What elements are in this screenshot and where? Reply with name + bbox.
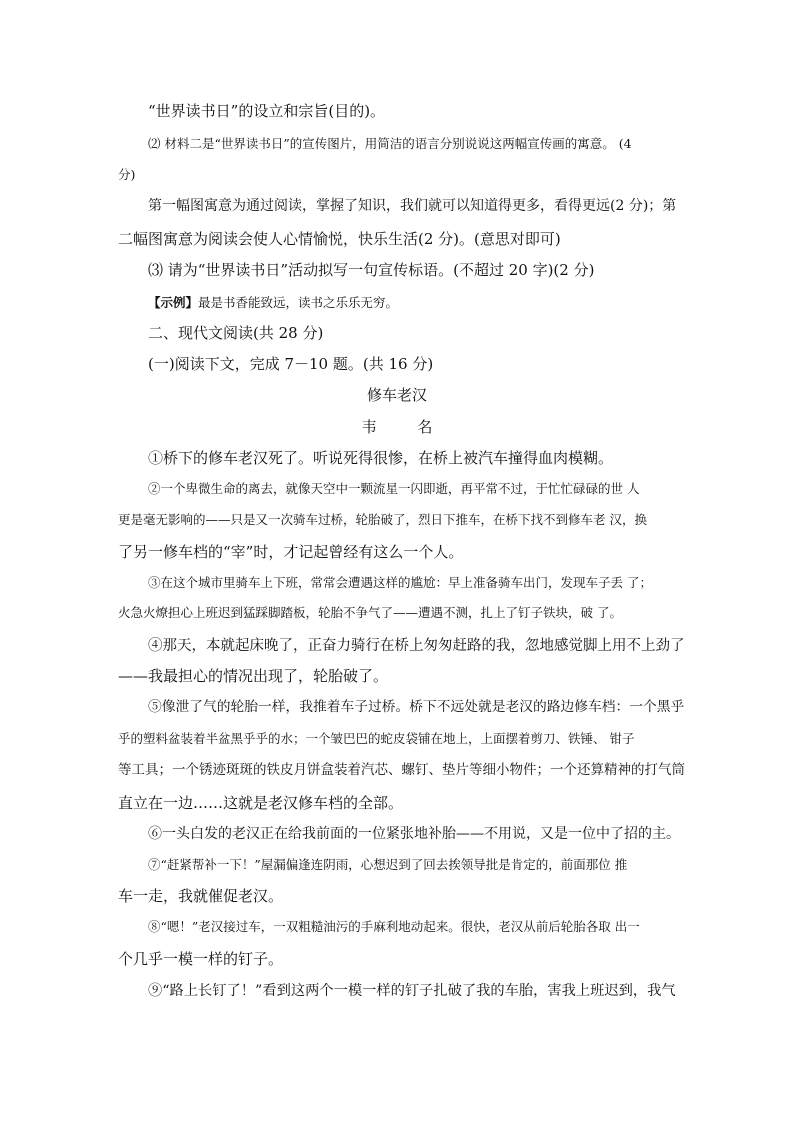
section-instruction: (一)阅读下文，完成 7－10 题。(共 16 分) bbox=[148, 355, 434, 373]
paragraph-line: ③在这个城市里骑车上下班，常常会遭遇这样的尴尬：早上准备骑车出门，发现车子丢 了； bbox=[148, 575, 652, 590]
paragraph-line: 个几乎一模一样的钉子。 bbox=[118, 950, 284, 968]
paragraph-line: 乎的塑料盆装着半盆黑乎乎的水；一个皱巴巴的蛇皮袋铺在地上，上面摆着剪刀、铁锤、 钳子 bbox=[118, 731, 635, 746]
paragraph-line: ⑧“嗯！”老汉接过车，一双粗糙油污的手麻利地动起来。很快，老汉从前后轮胎各取 出一 bbox=[148, 919, 640, 934]
text-line: 分) bbox=[118, 167, 136, 182]
answer-line: 二幅图寓意为阅读会使人心情愉悦，快乐生活(2 分)。(意思对即可) bbox=[118, 230, 561, 248]
example-label: 【示例】 bbox=[148, 295, 199, 310]
paragraph-line: ④那天，本就起床晚了，正奋力骑行在桥上匆匆赶路的我，忽地感觉脚上用不上劲了 bbox=[148, 638, 685, 654]
paragraph-line: ②一个卑微生命的离去，就像天空中一颗流星一闪即逝，再平常不过，于忙忙碌碌的世 人 bbox=[148, 481, 640, 496]
article-title: 修车老汉 bbox=[366, 386, 427, 404]
section-heading: 二、现代文阅读(共 28 分) bbox=[148, 324, 324, 342]
question-3: ⑶ 请为“世界读书日”活动拟写一句宣传标语。(不超过 20 字)(2 分) bbox=[148, 261, 595, 279]
example-text: 最是书香能致远，读书之乐乐无穷。 bbox=[198, 295, 399, 310]
question-2: ⑵ 材料二是“世界读书日”的宣传图片，用简洁的语言分别说说这两幅宣传画的寓意。 (4 bbox=[148, 136, 632, 151]
paragraph-line: 了另一修车档的“宰”时，才记起曾经有这么一个人。 bbox=[118, 543, 464, 561]
paragraph-line: ⑨“路上长钉了！”看到这两个一模一样的钉子扎破了我的车胎，害我上班迟到，我气 bbox=[148, 983, 676, 999]
paragraph-line: ——我最担心的情况出现了，轮胎破了。 bbox=[118, 667, 389, 685]
paragraph-line: ⑤像泄了气的轮胎一样，我推着车子过桥。桥下不远处就是老汉的路边修车档：一个黑乎 bbox=[148, 699, 685, 715]
paragraph-line: ①桥下的修车老汉死了。听说死得很惨，在桥上被汽车撞得血肉模糊。 bbox=[148, 449, 614, 467]
paragraph-line: 等工具；一个锈迹斑斑的铁皮月饼盒装着汽芯、螺钉、垫片等细小物件；一个还算精神的打气筒 bbox=[118, 762, 685, 778]
paragraph-line: ⑥一头白发的老汉正在给我前面的一位紧张地补胎——不用说，又是一位中了招的主。 bbox=[148, 826, 680, 842]
text-line: “世界读书日”的设立和宗旨(目的)。 bbox=[148, 102, 386, 120]
paragraph-line: 直立在一边……这就是老汉修车档的全部。 bbox=[118, 794, 404, 812]
paragraph-line: 火急火燎担心上班迟到猛踩脚踏板，轮胎不争气了——遭遇不测，扎上了钉子铁块，破 了。 bbox=[118, 605, 622, 620]
paragraph-line: ⑦“赶紧帮补一下！”屋漏偏逢连阴雨，心想迟到了回去挨领导批是肯定的，前面那位 推 bbox=[148, 857, 628, 872]
paragraph-line: 更是毫无影响的——只是又一次骑车过桥，轮胎破了，烈日下推车，在桥下找不到修车老 汉，换 bbox=[118, 512, 647, 527]
answer-line: 第一幅图寓意为通过阅读，掌握了知识，我们就可以知道得更多，看得更远(2 分)；第 bbox=[148, 198, 677, 214]
article-author: 韦 名 bbox=[361, 418, 451, 436]
example-line bbox=[148, 297, 680, 310]
paragraph-line: 车一走，我就催促老汉。 bbox=[118, 887, 284, 905]
